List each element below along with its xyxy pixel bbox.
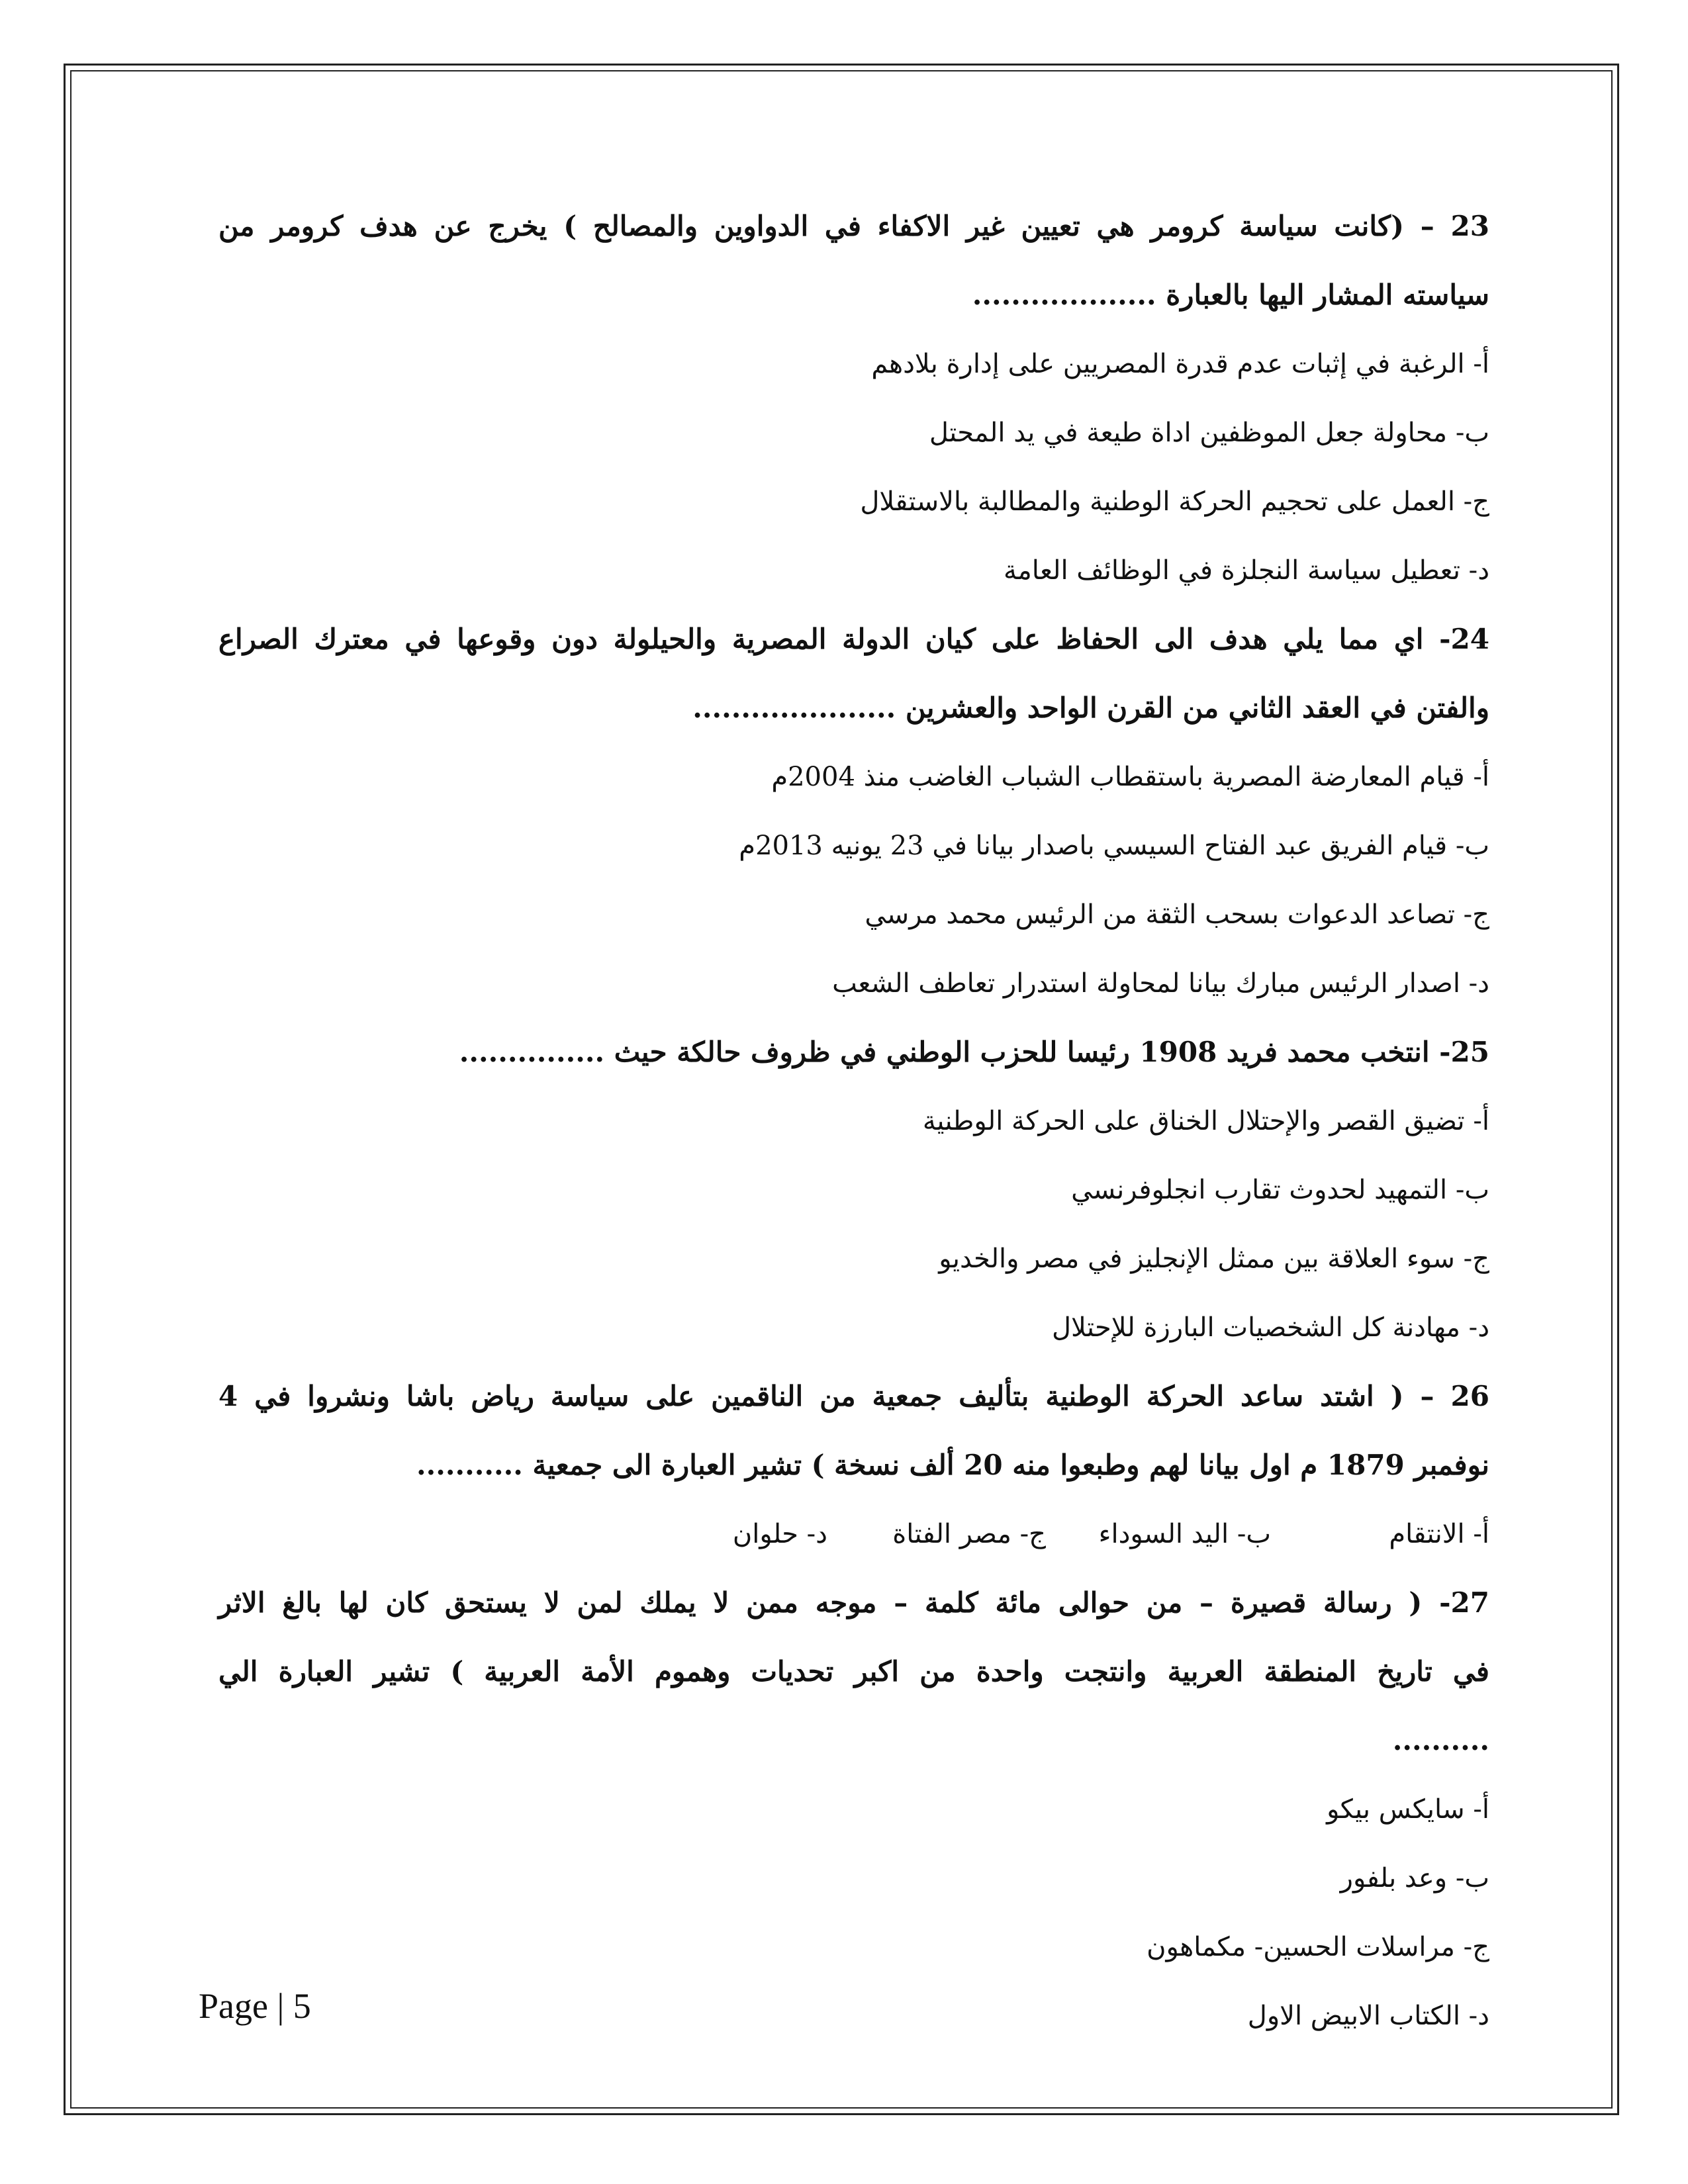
q26-option-b: ب- اليد السوداء	[1098, 1519, 1271, 1549]
q24-option-d: د- اصدار الرئيس مبارك بيانا لمحاولة استدرار تعاطف الشعب	[832, 968, 1489, 999]
question-23-line-2: سياسته المشار اليها بالعبارة ...................	[972, 279, 1489, 311]
question-24-line-1: 24- اي مما يلي هدف الى الحفاظ على كيان الدولة المصرية والحيلولة دون وقوعها في معترك الصراع	[218, 623, 1489, 655]
question-26-line-2: نوفمبر 1879 م اول بيانا لهم وطبعوا منه 20 ألف نسخة ) تشير العبارة الى جمعية ...........	[416, 1449, 1489, 1481]
q23-option-a: أ- الرغبة في إثبات عدم قدرة المصريين على إدارة بلادهم	[871, 349, 1489, 379]
question-24	[218, 605, 1489, 743]
q27-option-b: ب- وعد بلفور	[1340, 1863, 1489, 1893]
q26-option-d: د- حلوان	[732, 1519, 827, 1549]
question-27-line-3: ..........	[1392, 1724, 1489, 1756]
question-25	[218, 1018, 1489, 1087]
q23-option-b: ب- محاولة جعل الموظفين اداة طيعة في يد المحتل	[929, 418, 1489, 448]
q24-option-a: أ- قيام المعارضة المصرية باستقطاب الشباب الغاضب منذ 2004م	[771, 762, 1489, 792]
q25-option-d: د- مهادنة كل الشخصيات البارزة للإحتلال	[1051, 1312, 1489, 1343]
question-26	[218, 1362, 1489, 1500]
q25-option-a: أ- تضيق القصر والإحتلال الخناق على الحركة الوطنية	[922, 1106, 1489, 1136]
q25-option-c: ج- سوء العلاقة بين ممثل الإنجليز في مصر والخديو	[939, 1244, 1489, 1274]
q26-option-c: ج- مصر الفتاة	[892, 1519, 1046, 1549]
question-23-line-1: 23 – (كانت سياسة كرومر هي تعيين غير الاكفاء في الدواوين والمصالح ) يخرج عن هدف كرومر من	[218, 210, 1489, 242]
question-27-line-1: 27- ( رسالة قصيرة – من حوالى مائة كلمة – موجه ممن لا يملك لمن لا يستحق كان لها بالغ الاثر	[218, 1586, 1489, 1619]
q23-option-d: د- تعطيل سياسة النجلزة في الوظائف العامة	[1003, 555, 1489, 586]
q26-options-row	[218, 1500, 1489, 1569]
question-27	[218, 1569, 1489, 1775]
q23-option-c: ج- العمل على تحجيم الحركة الوطنية والمطالبة بالاستقلال	[860, 486, 1489, 517]
page-number: Page | 5	[199, 1986, 311, 2026]
question-24-line-2: والفتن في العقد الثاني من القرن الواحد والعشرين .....................	[692, 692, 1489, 724]
q27-option-a: أ- سايكس بيكو	[1327, 1794, 1489, 1825]
q27-option-d: د- الكتاب الابيض الاول	[1247, 2001, 1489, 2031]
q24-option-b: ب- قيام الفريق عبد الفتاح السيسي باصدار بيانا في 23 يونيه 2013م	[739, 831, 1489, 861]
q26-option-a: أ- الانتقام	[1389, 1519, 1489, 1549]
q27-option-c: ج- مراسلات الحسين- مكماهون	[1147, 1932, 1489, 1962]
question-23	[218, 192, 1489, 330]
exam-content	[218, 192, 1489, 2050]
q24-option-c: ج- تصاعد الدعوات بسحب الثقة من الرئيس محمد مرسي	[865, 899, 1489, 930]
question-25-line-1: 25- انتخب محمد فريد 1908 رئيسا للحزب الوطني في ظروف حالكة حيث ...............	[459, 1036, 1489, 1068]
question-27-line-2: في تاريخ المنطقة العربية وانتجت واحدة من اكبر تحديات وهموم الأمة العربية ) تشير العبارة الي	[218, 1655, 1489, 1688]
question-26-line-1: 26 – ( اشتد ساعد الحركة الوطنية بتأليف جمعية من الناقمين على سياسة رياض باشا ونشروا في 4	[218, 1380, 1489, 1412]
q25-option-b: ب- التمهيد لحدوث تقارب انجلوفرنسي	[1071, 1175, 1489, 1205]
